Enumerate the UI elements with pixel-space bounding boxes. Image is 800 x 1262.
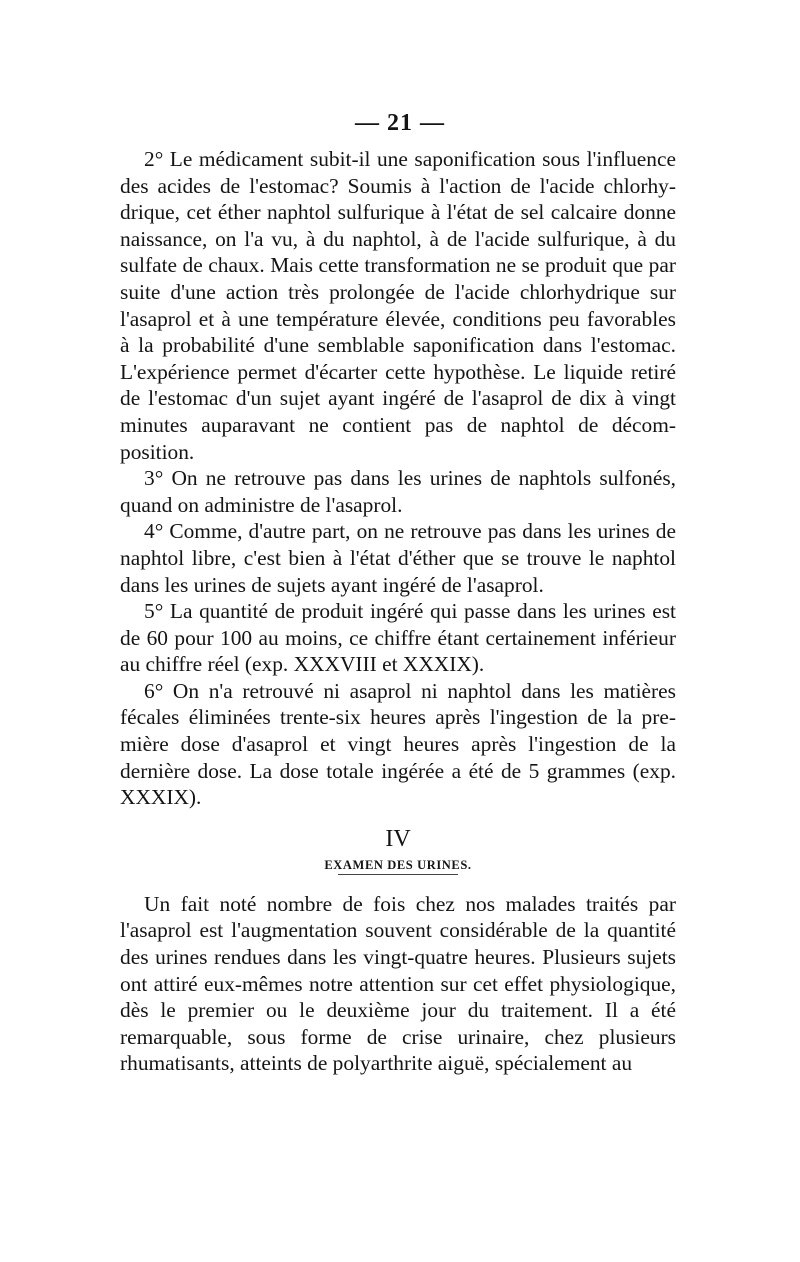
- page-number: — 21 —: [355, 110, 445, 136]
- section-rule: [338, 874, 458, 875]
- paragraph-6: 6° On n'a retrouvé ni asaprol ni naphtol dans les matières fécales éliminées trente-six heures après l'ingestion de la première dose d'asaprol et vingt heures après l'ingestion de la dernière dose. La dose totale ingérée a été de 5 grammes (exp. XXXIX).: [120, 678, 676, 810]
- body-text: [120, 146, 676, 1077]
- paragraph-5: 5° La quantité de produit ingéré qui passe dans les urines est de 60 pour 100 au moins, ce chiffre étant certainement inférieur au chiffre réel (exp. XXXVIII et XXXIX).: [120, 599, 676, 677]
- section-numeral: IV: [385, 825, 411, 852]
- paragraph-4: 4° Comme, d'autre part, on ne retrouve pas dans les urines de naphtol libre, c'est bien à l'état d'éther que se trouve le naphtol dans les urines de sujets ayant ingéré de l'asaprol.: [120, 519, 676, 597]
- paragraph-urines: Un fait noté nombre de fois chez nos malades traités par l'asaprol est l'augmentation souvent considérable de la quantité des urines rendues dans les vingt-quatre heures. Plusieurs sujets ont attiré eux-mêmes notre attention sur cet effet physiologique, dès le premier ou le deuxième jour du traitement. Il a été remarquable, sous forme de crise urinaire, chez plusieurs rhumatisants, atteints de polyarthrite aiguë, spécialement au: [120, 891, 676, 1076]
- section-heading: [120, 857, 676, 875]
- paragraph-2: 2° Le médicament subit-il une saponification sous l'influence des acides de l'estomac? Soumis à l'action de l'acide chlorhydrique, cet éther naphtol sulfurique à l'état de sel calcaire donne naissance, on l'a vu, à du naphtol, à de l'acide sulfurique, à du sulfate de chaux. Mais cette transformation ne se produit que par suite d'une action très prolongée de l'acide chlorhydrique sur l'asaprol et à une température élevée, conditions peu favorables à la probabilité d'une semblable saponification dans l'estomac. L'expérience permet d'écarter cette hypothèse. Le liquide retiré de l'estomac d'un sujet ayant ingéré de l'asaprol de dix à vingt minutes auparavant ne contient pas de naphtol de décomposition.: [120, 147, 676, 464]
- section-title: EXAMEN DES URINES.: [324, 857, 472, 872]
- paragraph-3: 3° On ne retrouve pas dans les urines de naphtols sulfonés, quand on administre de l'asaprol.: [120, 466, 676, 517]
